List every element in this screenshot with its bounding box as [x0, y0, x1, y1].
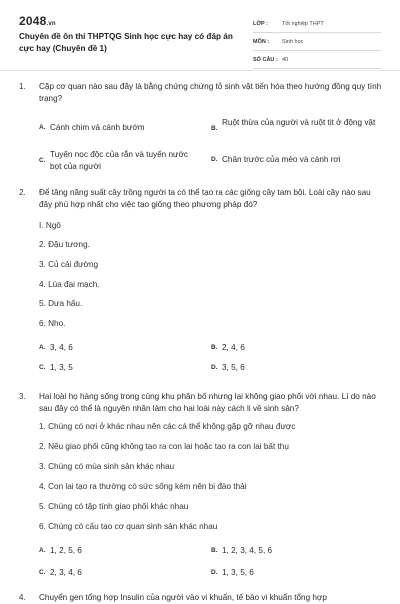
- option-text: Chân trước của mèo và cánh rơi: [222, 155, 341, 164]
- option-letter: C.: [39, 569, 46, 576]
- list-item: 6. Chúng có cấu tạo cơ quan sinh sản khác nhau: [39, 522, 218, 531]
- option-letter: D.: [211, 156, 218, 163]
- logo-main: 2048: [19, 14, 47, 28]
- meta-row-count: [253, 54, 381, 69]
- document-meta: [253, 18, 381, 72]
- site-logo[interactable]: [19, 14, 56, 28]
- question-2: [19, 187, 384, 379]
- list-item: 5. Dưa hấu.: [39, 299, 83, 308]
- question-text: Hai loài họ hàng sống trong cùng khu phân bố nhưng lại không giao phối với nhau. Lí do nào sau đây có thể là nguyên nhân làm cho hai loài này cách li về sinh sản?: [39, 392, 376, 413]
- meta-value: Sinh học: [282, 39, 304, 45]
- list-item: 6. Nho.: [39, 319, 66, 328]
- option-letter: D.: [211, 569, 218, 576]
- question-4: [19, 592, 384, 604]
- option-letter: A.: [39, 547, 46, 554]
- list-item: 3. Củ cải đường: [39, 260, 99, 269]
- meta-key: MÔN :: [253, 39, 270, 45]
- list-item: 2. Đậu tương.: [39, 240, 90, 249]
- question-text: Để tăng năng suất cây trồng người ta có thể tạo ra các giống cây tam bội. Loài cây nào sau đây phù hợp nhất cho việc tạo giống theo phương pháp đó?: [39, 188, 371, 209]
- list-item: 4. Lúa đại mạch.: [39, 280, 100, 289]
- option-letter: C.: [39, 157, 46, 164]
- option-text: 1, 2, 5, 6: [50, 546, 82, 555]
- option-text: Ruột thừa của người và ruột tịt ở động vật: [222, 118, 376, 127]
- question-text: Chuyển gen tổng hợp Insulin của người vào vi khuẩn, tế bào vi khuẩn tổng hợp: [39, 593, 327, 602]
- question-number: 3.: [19, 392, 26, 401]
- option-text: Cánh chim và cánh bướm: [50, 123, 145, 132]
- option-text: 2, 4, 6: [222, 343, 245, 352]
- option-letter: B.: [211, 344, 218, 351]
- question-3: [19, 391, 384, 587]
- option-letter: C.: [39, 364, 46, 371]
- option-letter: D.: [211, 364, 218, 371]
- question-text: Cặp cơ quan nào sau đây là bằng chứng chứng tỏ sinh vật tiến hóa theo hướng đồng quy tính trạng?: [39, 82, 382, 103]
- option-letter: A.: [39, 344, 46, 351]
- list-item: 1. Chúng có nơi ở khác nhau nên các cá thể không gặp gỡ nhau được: [39, 422, 296, 431]
- meta-value: Tốt nghiệp THPT: [282, 21, 324, 27]
- header-divider: [0, 70, 400, 71]
- option-letter: B.: [211, 125, 218, 132]
- list-item: 4. Con lai tạo ra thường có sức sống kém nên bị đào thải: [39, 482, 247, 491]
- option-text: 3, 5, 6: [222, 363, 245, 372]
- option-text: 3, 4, 6: [50, 343, 73, 352]
- document-header: [19, 12, 381, 72]
- logo-suffix: .vn: [46, 21, 56, 27]
- option-letter: B.: [211, 547, 218, 554]
- list-item: 3. Chúng có mùa sinh sản khác nhau: [39, 462, 175, 471]
- question-1: [19, 81, 384, 173]
- meta-value: 40: [282, 57, 289, 63]
- meta-key: SỐ CÂU :: [253, 57, 278, 63]
- option-text: 1, 3, 5, 6: [222, 568, 254, 577]
- meta-key: LỚP :: [253, 21, 268, 27]
- list-item: I. Ngô: [39, 221, 61, 230]
- question-number: 2.: [19, 188, 26, 197]
- list-item: 2. Nếu giao phối cũng không tạo ra con lai hoặc tạo ra con lai bất thụ: [39, 442, 289, 451]
- option-letter: A.: [39, 124, 46, 131]
- document-title: Chuyên đề ôn thi THPTQG Sinh học cực hay có đáp án cực hay (Chuyên đề 1): [19, 32, 233, 53]
- list-item: 5. Chúng có tập tính giao phối khác nhau: [39, 502, 189, 511]
- option-text: 1, 2, 3, 4, 5, 6: [222, 546, 273, 555]
- question-number: 1.: [19, 82, 26, 91]
- option-text: 2, 3, 4, 6: [50, 568, 82, 577]
- meta-row-grade: [253, 18, 381, 33]
- option-text: 1, 3, 5: [50, 363, 73, 372]
- option-text: Tuyến nọc độc của rắn và tuyến nước bọt của người: [50, 150, 188, 171]
- question-number: 4.: [19, 593, 26, 602]
- meta-row-subject: [253, 36, 381, 51]
